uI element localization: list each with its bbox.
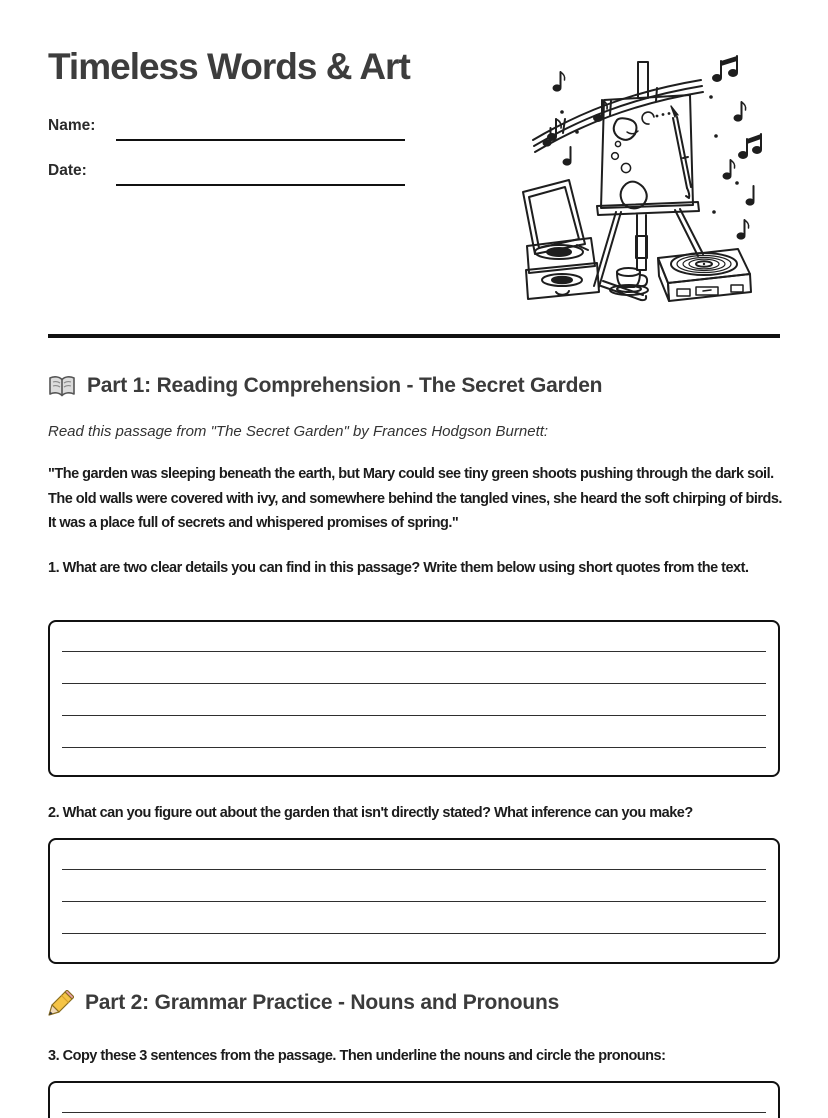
write-line[interactable]	[62, 870, 766, 902]
music-notes-right	[709, 56, 761, 239]
write-line[interactable]	[62, 652, 766, 684]
page-title: Timeless Words & Art	[48, 46, 410, 87]
canvas-doodles	[612, 106, 691, 208]
answer-box-3[interactable]	[48, 1081, 780, 1118]
section-divider	[48, 334, 780, 338]
part1-heading-text: Part 1: Reading Comprehension - The Secret Garden	[87, 374, 603, 397]
write-line[interactable]	[62, 902, 766, 934]
name-label: Name:	[48, 117, 96, 134]
passage-text: "The garden was sleeping beneath the earth, but Mary could see tiny green shoots pushing through the dark soil. The old walls were covered with ivy, and somewhere behind the tangled vines, she heard the soft chirping of birds. It was a place full of secrets and whispered promises of spring."	[48, 466, 782, 531]
open-book-icon	[48, 375, 76, 398]
portable-record-player	[523, 180, 646, 300]
date-input-line[interactable]	[116, 184, 405, 186]
write-line[interactable]	[62, 622, 766, 652]
answer-box-1[interactable]	[48, 620, 780, 777]
part2-heading	[48, 990, 559, 1016]
write-line[interactable]	[62, 716, 766, 748]
write-line[interactable]	[62, 684, 766, 716]
easel	[594, 62, 703, 287]
name-input-line[interactable]	[116, 139, 405, 141]
passage-intro: Read this passage from "The Secret Garden" by Frances Hodgson Burnett:	[48, 423, 549, 440]
question-2: 2. What can you figure out about the garden that isn't directly stated? What inference can you make?	[48, 805, 693, 821]
write-line[interactable]	[62, 840, 766, 870]
header-illustration	[505, 40, 790, 308]
question-1: 1. What are two clear details you can find in this passage? Write them below using short quotes from the text.	[48, 560, 749, 576]
part2-heading-text: Part 2: Grammar Practice - Nouns and Pronouns	[85, 991, 560, 1014]
write-line[interactable]	[62, 1083, 766, 1113]
turntable	[658, 249, 751, 301]
answer-box-2[interactable]	[48, 838, 780, 964]
part1-heading	[48, 374, 602, 398]
pencil-icon	[48, 990, 74, 1016]
question-3: 3. Copy these 3 sentences from the passage. Then underline the nouns and circle the pronouns:	[48, 1048, 666, 1064]
date-label: Date:	[48, 162, 87, 179]
